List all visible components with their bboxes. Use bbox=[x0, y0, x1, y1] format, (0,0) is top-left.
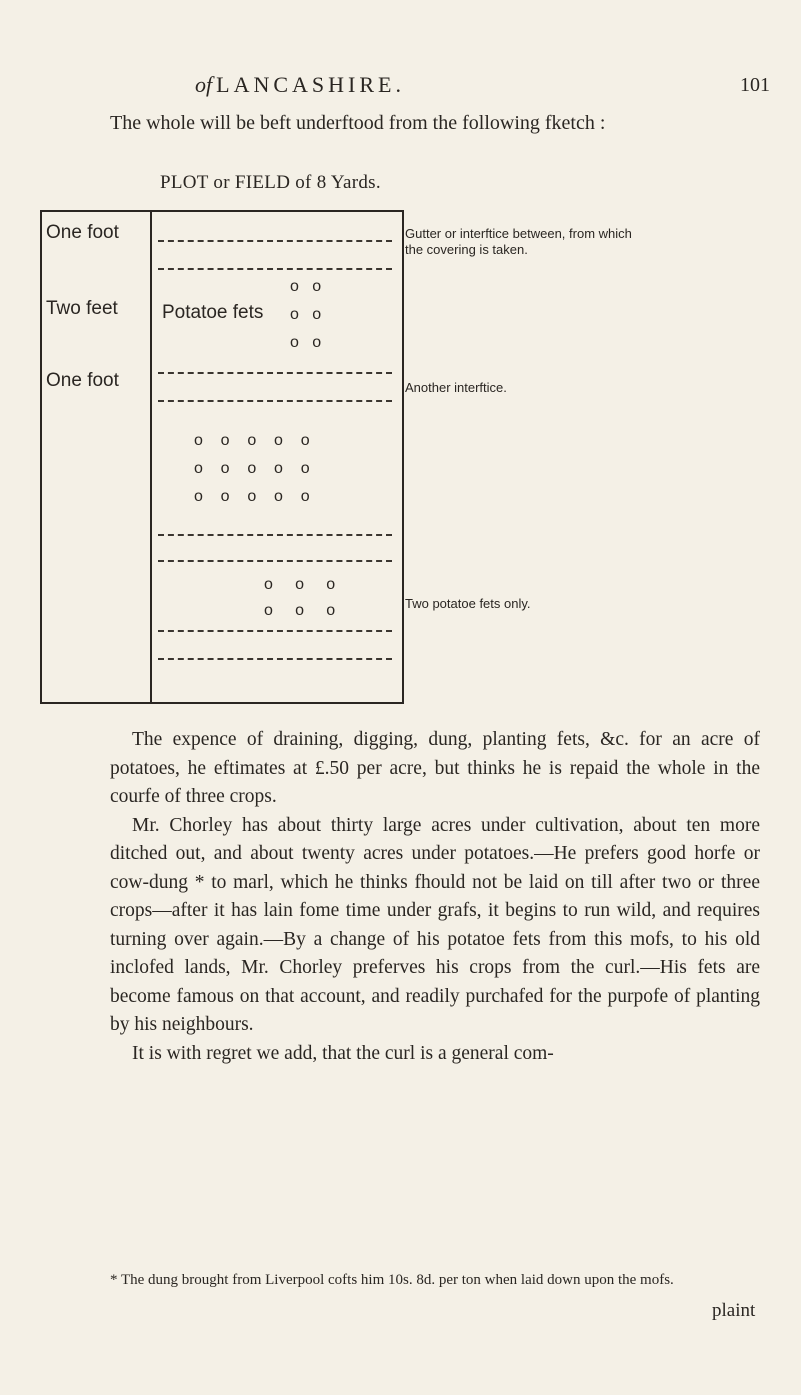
paragraph: It is with regret we add, that the curl is a general com- bbox=[132, 1042, 554, 1064]
dash-line bbox=[158, 240, 392, 242]
note-two-sets: Two potatoe fets only. bbox=[405, 596, 531, 611]
page-number: 101 bbox=[740, 74, 770, 96]
dash-line bbox=[158, 400, 392, 402]
dash-line bbox=[158, 560, 392, 562]
label-one-foot-bottom: One foot bbox=[46, 370, 119, 391]
body-text bbox=[110, 726, 760, 1068]
dot-row: o o o o o bbox=[194, 432, 310, 449]
dot-row: o o o bbox=[264, 576, 336, 593]
dash-line bbox=[158, 630, 392, 632]
footnote: * The dung brought from Liverpool cofts him 10s. 8d. per ton when laid down upon the mofs. bbox=[110, 1272, 674, 1288]
running-header bbox=[195, 72, 795, 102]
dash-line bbox=[158, 534, 392, 536]
sketch-column-divider bbox=[150, 210, 152, 702]
note-gutter: Gutter or interftice between, from which the covering is taken. bbox=[405, 226, 632, 257]
dot-row: o o bbox=[290, 278, 322, 295]
dot-row: o o o o o bbox=[194, 460, 310, 477]
plot-sketch bbox=[40, 210, 400, 702]
label-two-feet: Two feet bbox=[46, 298, 118, 319]
plot-title: PLOT or FIELD of 8 Yards. bbox=[160, 172, 381, 193]
paragraph: The expence of draining, digging, dung, planting fets, &c. for an acre of potatoes, he eftimates at £.50 per acre, but thinks he is repaid the whole in the courfe of three crops. bbox=[110, 729, 760, 807]
catchword: plaint bbox=[712, 1300, 756, 1321]
dash-line bbox=[158, 658, 392, 660]
intro-text: The whole will be beft underftood from the following fketch : bbox=[110, 112, 606, 134]
dot-row: o o o bbox=[264, 602, 336, 619]
dash-line bbox=[158, 268, 392, 270]
paragraph: Mr. Chorley has about thirty large acres under cultivation, about ten more ditched out, and about twenty acres under potatoes.—He prefers good horfe or cow-dung * to marl, which he thinks fhould not be laid on till after two or three crops—after it has lain fome time under grafs, it begins to run wild, and requires turning over again.—By a change of his potatoe fets from this mofs, to his old inclofed lands, Mr. Chorley preferves his crops from the curl.—His fets are become famous on that account, and readily purchafed for the purpofe of planting by his neighbours. bbox=[110, 814, 760, 1035]
label-one-foot-top: One foot bbox=[46, 222, 119, 243]
potatoe-sets-label: Potatoe fets bbox=[162, 302, 264, 323]
dot-row: o o o o o bbox=[194, 488, 310, 505]
note-another-interstice: Another interftice. bbox=[405, 380, 507, 395]
header-title: of LANCASHIRE. bbox=[195, 72, 405, 97]
dash-line bbox=[158, 372, 392, 374]
dot-row: o o bbox=[290, 334, 322, 351]
dot-row: o o bbox=[290, 306, 322, 323]
